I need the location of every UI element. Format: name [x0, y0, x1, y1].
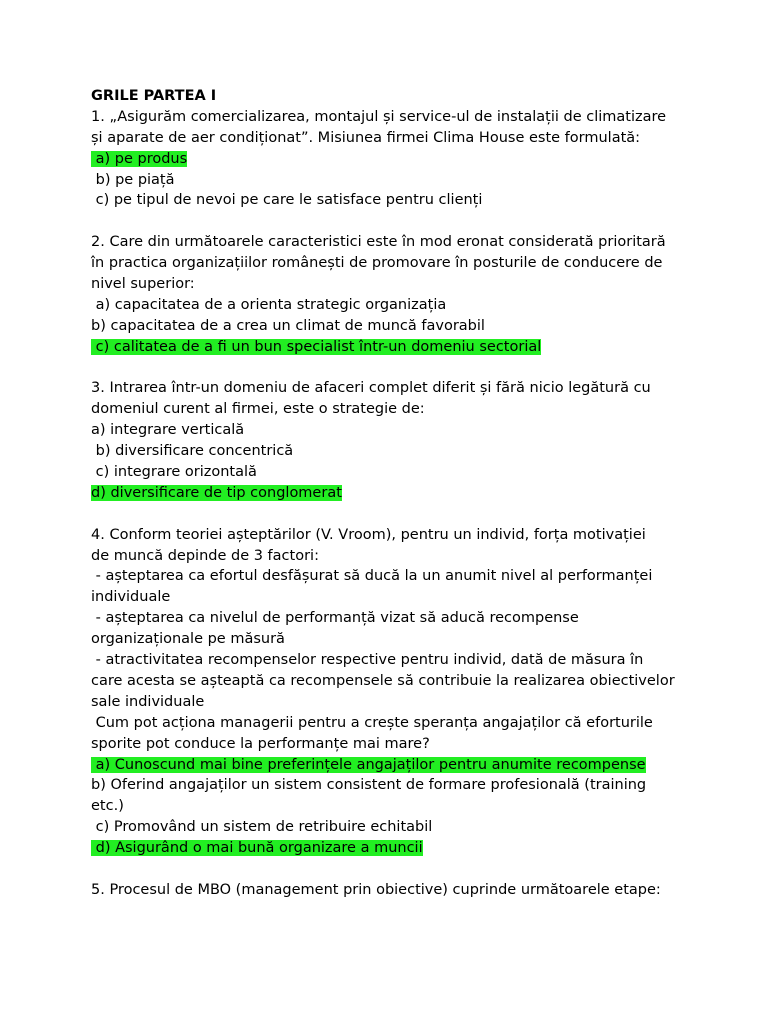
blank-line [91, 504, 691, 525]
answer-option-correct: d) diversificare de tip conglomerat [91, 484, 342, 501]
answer-option-correct: c) calitatea de a fi un bun specialist într-un domeniu sectorial [91, 338, 542, 355]
question-text-line: individuale [91, 589, 171, 606]
blank-line [91, 211, 691, 232]
question-text-line: 1. „Asigurăm comercializarea, montajul și service-ul de instalații de climatizare [91, 108, 667, 125]
answer-option: b) pe piață [91, 171, 175, 188]
question-text-line: 4. Conform teoriei așteptărilor (V. Vroom), pentru un individ, forța motivației [91, 526, 646, 543]
question-text-line: - așteptarea ca efortul desfășurat să ducă la un anumit nivel al performanței [91, 568, 653, 585]
question-text-line: - atractivitatea recompenselor respective pentru individ, dată de măsura în [91, 652, 644, 669]
question-text-line: nivel superior: [91, 276, 195, 293]
answer-option: b) Oferind angajaților un sistem consistent de formare profesională (training [91, 777, 647, 794]
answer-option: a) capacitatea de a orienta strategic organizația [91, 296, 447, 313]
answer-option: c) pe tipul de nevoi pe care le satisface pentru clienți [91, 192, 483, 209]
answer-option-correct: d) Asigurând o mai bună organizare a muncii [91, 840, 423, 857]
question-text-line: în practica organizațiilor românești de promovare în posturile de conducere de [91, 255, 663, 272]
question-text-line: domeniul curent al firmei, este o strategie de: [91, 401, 425, 418]
question-4 [91, 525, 691, 859]
question-text-line: care acesta se așteaptă ca recompensele să contribuie la realizarea obiectivelor [91, 672, 675, 689]
question-text-line: Cum pot acționa managerii pentru a crește speranța angajaților că eforturile [91, 714, 653, 731]
question-text-line: și aparate de aer condiționat”. Misiunea firmei Clima House este formulată: [91, 129, 641, 146]
question-text-line: 3. Intrarea într-un domeniu de afaceri complet diferit și fără nicio legătură cu [91, 380, 651, 397]
question-2 [91, 232, 691, 357]
blank-line [91, 358, 691, 379]
answer-option-correct: a) Cunoscund mai bine preferințele angajaților pentru anumite recompense [91, 756, 646, 773]
question-text-line: organizaționale pe măsură [91, 631, 285, 648]
question-text-line: - așteptarea ca nivelul de performanță vizat să aducă recompense [91, 610, 579, 627]
question-text-line: 2. Care din următoarele caracteristici este în mod eronat considerată prioritară [91, 234, 666, 251]
answer-option: a) integrare verticală [91, 422, 245, 439]
question-1 [91, 107, 691, 211]
answer-option: etc.) [91, 798, 124, 815]
question-text-line: 5. Procesul de MBO (management prin obiective) cuprinde următoarele etape: [91, 881, 661, 898]
answer-option: b) capacitatea de a crea un climat de muncă favorabil [91, 317, 485, 334]
question-text-line: sporite pot conduce la performanțe mai mare? [91, 735, 430, 752]
answer-option: c) integrare orizontală [91, 464, 257, 481]
question-text-line: sale individuale [91, 693, 205, 710]
answer-option-correct: a) pe produs [91, 150, 188, 167]
question-5 [91, 880, 691, 901]
question-text-line: de muncă depinde de 3 factori: [91, 547, 319, 564]
answer-option: b) diversificare concentrică [91, 443, 294, 460]
blank-line [91, 859, 691, 880]
document-title: GRILE PARTEA I [91, 88, 217, 104]
answer-option: c) Promovând un sistem de retribuire echitabil [91, 819, 433, 836]
document-content [91, 86, 691, 901]
question-3 [91, 378, 691, 503]
